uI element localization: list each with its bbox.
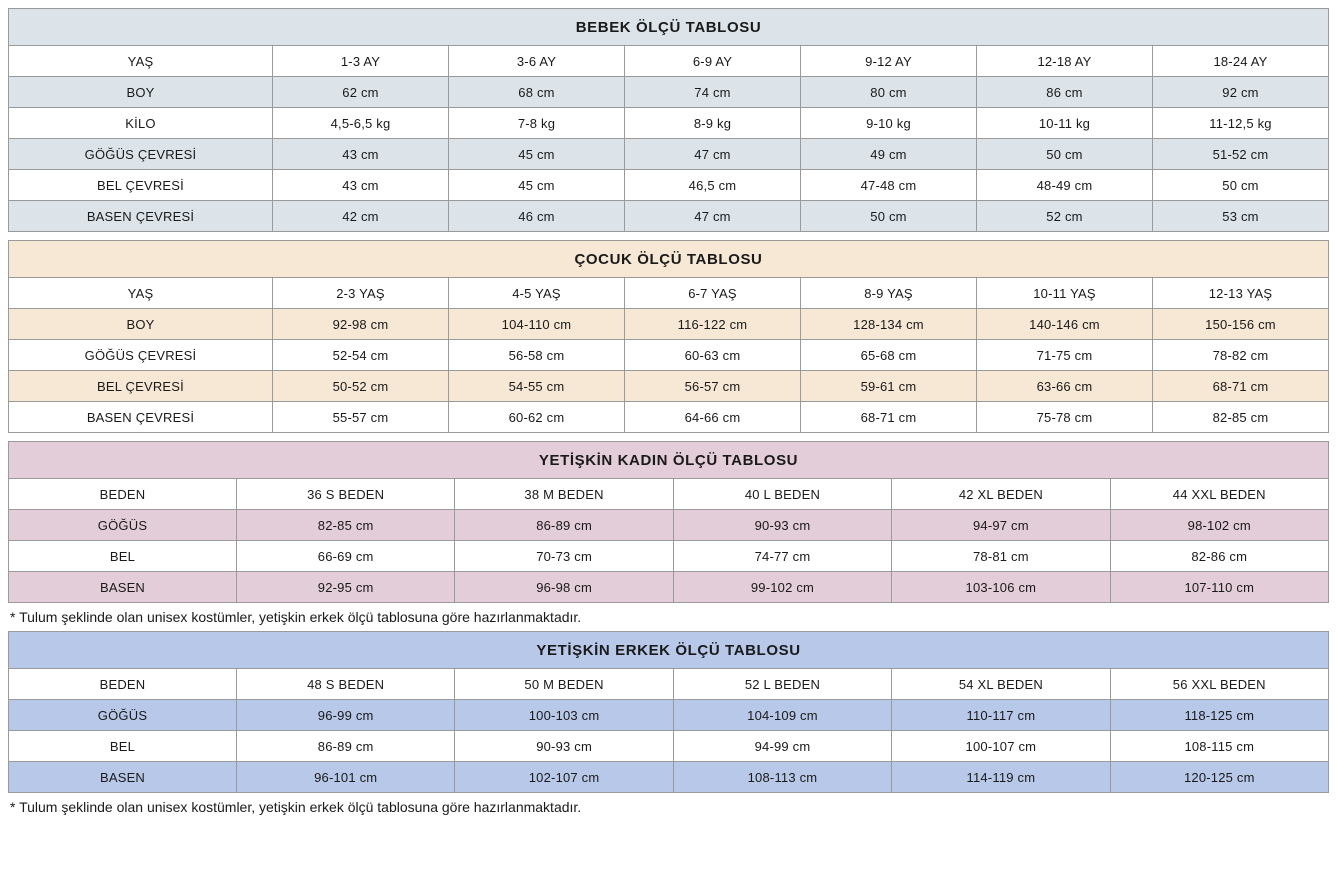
table-title-row — [9, 632, 1329, 669]
table-cell: 59-61 cm — [801, 371, 977, 402]
row-label: GÖĞÜS ÇEVRESİ — [9, 139, 273, 170]
table-cell: 66-69 cm — [237, 541, 455, 572]
table-title-row — [9, 442, 1329, 479]
table-cell: 140-146 cm — [977, 309, 1153, 340]
row-label: BEL ÇEVRESİ — [9, 170, 273, 201]
table-cell: 128-134 cm — [801, 309, 977, 340]
column-header: 6-9 AY — [625, 46, 801, 77]
table-row — [9, 108, 1329, 139]
table-cell: 74 cm — [625, 77, 801, 108]
table-row — [9, 371, 1329, 402]
table-row — [9, 572, 1329, 603]
table-cell: 43 cm — [273, 170, 449, 201]
table-header-row — [9, 479, 1329, 510]
column-header: 2-3 YAŞ — [273, 278, 449, 309]
table-cell: 53 cm — [1153, 201, 1329, 232]
table-cell: 56-58 cm — [449, 340, 625, 371]
baby-table-title: BEBEK ÖLÇÜ TABLOSU — [9, 9, 1329, 46]
table-cell: 50 cm — [1153, 170, 1329, 201]
table-row — [9, 510, 1329, 541]
table-cell: 10-11 kg — [977, 108, 1153, 139]
column-header: 42 XL BEDEN — [892, 479, 1110, 510]
table-cell: 71-75 cm — [977, 340, 1153, 371]
table-row — [9, 77, 1329, 108]
table-cell: 50-52 cm — [273, 371, 449, 402]
women-size-table — [8, 441, 1329, 603]
column-header: 48 S BEDEN — [237, 669, 455, 700]
table-cell: 80 cm — [801, 77, 977, 108]
column-header: 4-5 YAŞ — [449, 278, 625, 309]
table-cell: 63-66 cm — [977, 371, 1153, 402]
table-cell: 82-86 cm — [1110, 541, 1328, 572]
table-header-row — [9, 46, 1329, 77]
table-cell: 50 cm — [977, 139, 1153, 170]
table-cell: 45 cm — [449, 170, 625, 201]
column-header: 52 L BEDEN — [673, 669, 891, 700]
men-size-table — [8, 631, 1329, 793]
table-cell: 9-10 kg — [801, 108, 977, 139]
table-cell: 49 cm — [801, 139, 977, 170]
table-cell: 94-99 cm — [673, 731, 891, 762]
row-label: BASEN — [9, 572, 237, 603]
table-cell: 43 cm — [273, 139, 449, 170]
section-spacer — [8, 433, 1329, 441]
column-header: 54 XL BEDEN — [892, 669, 1110, 700]
table-cell: 7-8 kg — [449, 108, 625, 139]
column-header: YAŞ — [9, 278, 273, 309]
table-row — [9, 139, 1329, 170]
table-cell: 92-98 cm — [273, 309, 449, 340]
row-label: BASEN ÇEVRESİ — [9, 201, 273, 232]
table-row — [9, 762, 1329, 793]
table-cell: 45 cm — [449, 139, 625, 170]
table-row — [9, 700, 1329, 731]
column-header: 9-12 AY — [801, 46, 977, 77]
column-header: 18-24 AY — [1153, 46, 1329, 77]
table-cell: 65-68 cm — [801, 340, 977, 371]
column-header: 3-6 AY — [449, 46, 625, 77]
table-row — [9, 170, 1329, 201]
table-cell: 48-49 cm — [977, 170, 1153, 201]
table-cell: 64-66 cm — [625, 402, 801, 433]
table-cell: 74-77 cm — [673, 541, 891, 572]
table-row — [9, 541, 1329, 572]
row-label: BOY — [9, 77, 273, 108]
table-cell: 50 cm — [801, 201, 977, 232]
table-cell: 54-55 cm — [449, 371, 625, 402]
table-cell: 51-52 cm — [1153, 139, 1329, 170]
column-header: 6-7 YAŞ — [625, 278, 801, 309]
table-cell: 68 cm — [449, 77, 625, 108]
table-cell: 94-97 cm — [892, 510, 1110, 541]
table-title-row — [9, 241, 1329, 278]
table-cell: 82-85 cm — [237, 510, 455, 541]
baby-size-table — [8, 8, 1329, 232]
table-cell: 4,5-6,5 kg — [273, 108, 449, 139]
table-cell: 52-54 cm — [273, 340, 449, 371]
table-cell: 62 cm — [273, 77, 449, 108]
table-cell: 108-115 cm — [1110, 731, 1328, 762]
table-cell: 75-78 cm — [977, 402, 1153, 433]
row-label: BEL ÇEVRESİ — [9, 371, 273, 402]
child-table-title: ÇOCUK ÖLÇÜ TABLOSU — [9, 241, 1329, 278]
table-cell: 103-106 cm — [892, 572, 1110, 603]
table-cell: 60-62 cm — [449, 402, 625, 433]
table-cell: 96-101 cm — [237, 762, 455, 793]
child-size-table — [8, 240, 1329, 433]
table-cell: 118-125 cm — [1110, 700, 1328, 731]
column-header: 56 XXL BEDEN — [1110, 669, 1328, 700]
table-cell: 100-103 cm — [455, 700, 673, 731]
table-row — [9, 201, 1329, 232]
column-header: 1-3 AY — [273, 46, 449, 77]
women-table-note: * Tulum şeklinde olan unisex kostümler, yetişkin erkek ölçü tablosuna göre hazırlanmaktadır. — [10, 609, 582, 625]
column-header: 38 M BEDEN — [455, 479, 673, 510]
column-header: 8-9 YAŞ — [801, 278, 977, 309]
table-cell: 11-12,5 kg — [1153, 108, 1329, 139]
table-row — [9, 402, 1329, 433]
table-cell: 107-110 cm — [1110, 572, 1328, 603]
table-cell: 82-85 cm — [1153, 402, 1329, 433]
table-row — [9, 340, 1329, 371]
row-label: GÖĞÜS — [9, 510, 237, 541]
row-label: KİLO — [9, 108, 273, 139]
men-table-title: YETİŞKİN ERKEK ÖLÇÜ TABLOSU — [9, 632, 1329, 669]
table-cell: 78-82 cm — [1153, 340, 1329, 371]
table-cell: 46,5 cm — [625, 170, 801, 201]
table-cell: 96-99 cm — [237, 700, 455, 731]
table-cell: 96-98 cm — [455, 572, 673, 603]
table-cell: 42 cm — [273, 201, 449, 232]
table-title-row — [9, 9, 1329, 46]
column-header: 40 L BEDEN — [673, 479, 891, 510]
row-label: BASEN ÇEVRESİ — [9, 402, 273, 433]
table-cell: 104-110 cm — [449, 309, 625, 340]
table-cell: 47 cm — [625, 201, 801, 232]
table-cell: 102-107 cm — [455, 762, 673, 793]
table-cell: 100-107 cm — [892, 731, 1110, 762]
table-cell: 68-71 cm — [801, 402, 977, 433]
row-label: BOY — [9, 309, 273, 340]
table-header-row — [9, 278, 1329, 309]
table-row — [9, 731, 1329, 762]
table-cell: 60-63 cm — [625, 340, 801, 371]
column-header: 36 S BEDEN — [237, 479, 455, 510]
row-label: GÖĞÜS ÇEVRESİ — [9, 340, 273, 371]
table-cell: 55-57 cm — [273, 402, 449, 433]
column-header: 12-18 AY — [977, 46, 1153, 77]
column-header: 10-11 YAŞ — [977, 278, 1153, 309]
men-table-note: * Tulum şeklinde olan unisex kostümler, yetişkin erkek ölçü tablosuna göre hazırlanmaktadır. — [10, 799, 582, 815]
table-cell: 68-71 cm — [1153, 371, 1329, 402]
table-row — [9, 309, 1329, 340]
column-header: YAŞ — [9, 46, 273, 77]
table-cell: 104-109 cm — [673, 700, 891, 731]
column-header: BEDEN — [9, 669, 237, 700]
table-cell: 78-81 cm — [892, 541, 1110, 572]
row-label: BASEN — [9, 762, 237, 793]
table-cell: 92 cm — [1153, 77, 1329, 108]
row-label: GÖĞÜS — [9, 700, 237, 731]
table-cell: 92-95 cm — [237, 572, 455, 603]
table-cell: 8-9 kg — [625, 108, 801, 139]
table-cell: 70-73 cm — [455, 541, 673, 572]
table-cell: 150-156 cm — [1153, 309, 1329, 340]
table-cell: 90-93 cm — [673, 510, 891, 541]
table-cell: 110-117 cm — [892, 700, 1110, 731]
row-label: BEL — [9, 731, 237, 762]
table-cell: 90-93 cm — [455, 731, 673, 762]
table-cell: 86-89 cm — [237, 731, 455, 762]
table-cell: 47-48 cm — [801, 170, 977, 201]
column-header: 12-13 YAŞ — [1153, 278, 1329, 309]
table-cell: 108-113 cm — [673, 762, 891, 793]
women-table-title: YETİŞKİN KADIN ÖLÇÜ TABLOSU — [9, 442, 1329, 479]
column-header: 50 M BEDEN — [455, 669, 673, 700]
table-cell: 86-89 cm — [455, 510, 673, 541]
table-cell: 120-125 cm — [1110, 762, 1328, 793]
row-label: BEL — [9, 541, 237, 572]
table-cell: 52 cm — [977, 201, 1153, 232]
table-cell: 99-102 cm — [673, 572, 891, 603]
table-cell: 98-102 cm — [1110, 510, 1328, 541]
table-cell: 86 cm — [977, 77, 1153, 108]
table-cell: 116-122 cm — [625, 309, 801, 340]
table-cell: 47 cm — [625, 139, 801, 170]
column-header: 44 XXL BEDEN — [1110, 479, 1328, 510]
table-header-row — [9, 669, 1329, 700]
table-cell: 46 cm — [449, 201, 625, 232]
table-cell: 114-119 cm — [892, 762, 1110, 793]
section-spacer — [8, 232, 1329, 240]
table-cell: 56-57 cm — [625, 371, 801, 402]
column-header: BEDEN — [9, 479, 237, 510]
